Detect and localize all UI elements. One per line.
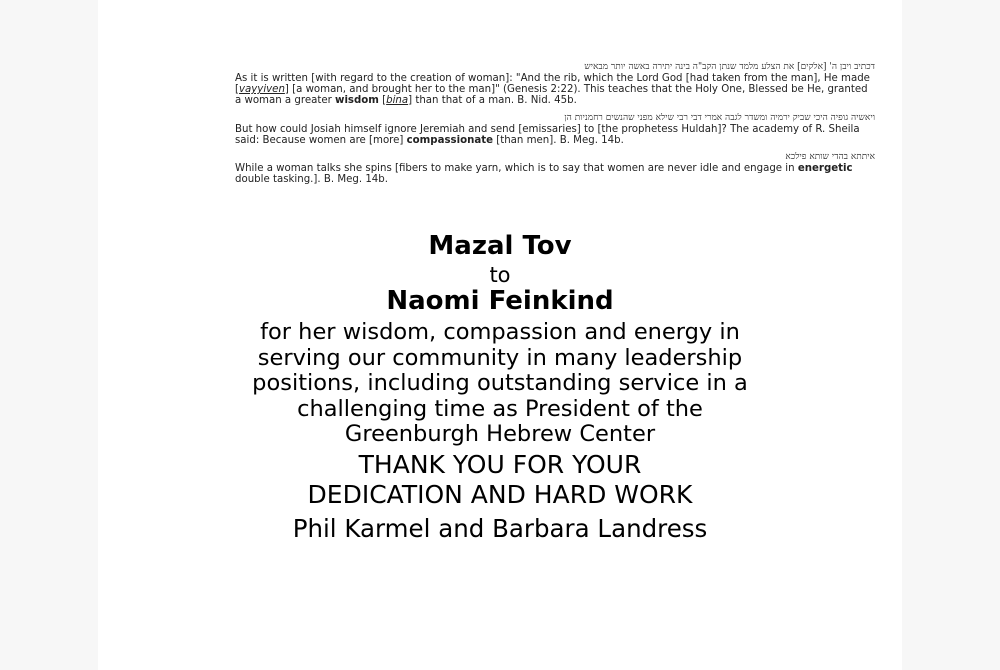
quote-compassion bbox=[235, 113, 875, 146]
text-run: [than men]. B. Meg. 14b. bbox=[493, 134, 624, 146]
text-run: While a woman talks she spins [fibers to make yarn, which is to say that women are never idle and engage in bbox=[235, 163, 798, 175]
tribute-line: challenging time as President of the bbox=[297, 395, 703, 422]
tribute-line: Greenburgh Hebrew Center bbox=[344, 421, 656, 447]
quote-wisdom bbox=[235, 62, 875, 107]
mazal-tov-heading: Mazal Tov bbox=[428, 231, 572, 261]
hebrew-text: דכתיב ויבן ה' [אלקים] את הצלע מלמד שנתן הקב"ה בינה יתירה באשה יותר מבאיש bbox=[584, 62, 875, 72]
talmud-quotes bbox=[235, 62, 875, 191]
text-run: double tasking.]. B. Meg. 14b. bbox=[235, 174, 388, 186]
text-run: As it is written [with regard to the creation of woman]: "And the rib, which the Lord God [had taken from the man], He made [ bbox=[235, 73, 870, 96]
tribute-text bbox=[98, 320, 902, 448]
text-run: ] than that of a man. B. Nid. 45b. bbox=[408, 95, 577, 107]
text-run-bold: compassionate bbox=[406, 134, 493, 146]
english-translation bbox=[235, 73, 875, 107]
honoree-name: Naomi Feinkind bbox=[386, 286, 614, 316]
to-text: to bbox=[489, 263, 511, 287]
signature: Phil Karmel and Barbara Landress bbox=[292, 514, 708, 543]
english-translation bbox=[235, 124, 875, 146]
tribute-line: serving our community in many leadership bbox=[257, 344, 743, 371]
tribute-line: for her wisdom, compassion and energy in bbox=[260, 319, 740, 345]
quote-energy bbox=[235, 152, 875, 185]
english-translation bbox=[235, 163, 875, 185]
text-run-italic: bina bbox=[386, 95, 409, 107]
hebrew-text: ויאשיה גופיה היכי שביק ירמיה ומשדר לגבה אמרי דבי רבי שילא מפני שהנשים רחמניות הן bbox=[564, 112, 875, 123]
text-run-bold: energetic bbox=[797, 163, 853, 175]
text-run: But how could Josiah himself ignore Jeremiah and send [emissaries] to [the prophetess Huldah]? The academy of R. Sheila said: Because women are [more] bbox=[235, 123, 860, 146]
thanks-line: DEDICATION AND HARD WORK bbox=[307, 480, 693, 509]
tribute-line: positions, including outstanding service in a bbox=[252, 370, 748, 396]
hebrew-text: איתתא בהדי שותא פילכא bbox=[785, 152, 875, 163]
thanks-line: THANK YOU FOR YOUR bbox=[358, 450, 642, 479]
text-run: [ bbox=[378, 95, 387, 107]
text-run-bold: wisdom bbox=[335, 95, 379, 107]
thank-you-message bbox=[98, 450, 902, 510]
text-run-italic: vayyiven bbox=[238, 84, 285, 96]
text-run: ] [a woman, and brought her to the man]" (Genesis 2:22). This teaches that the Holy One, Blessed be He, granted a woman a greater bbox=[235, 84, 868, 107]
